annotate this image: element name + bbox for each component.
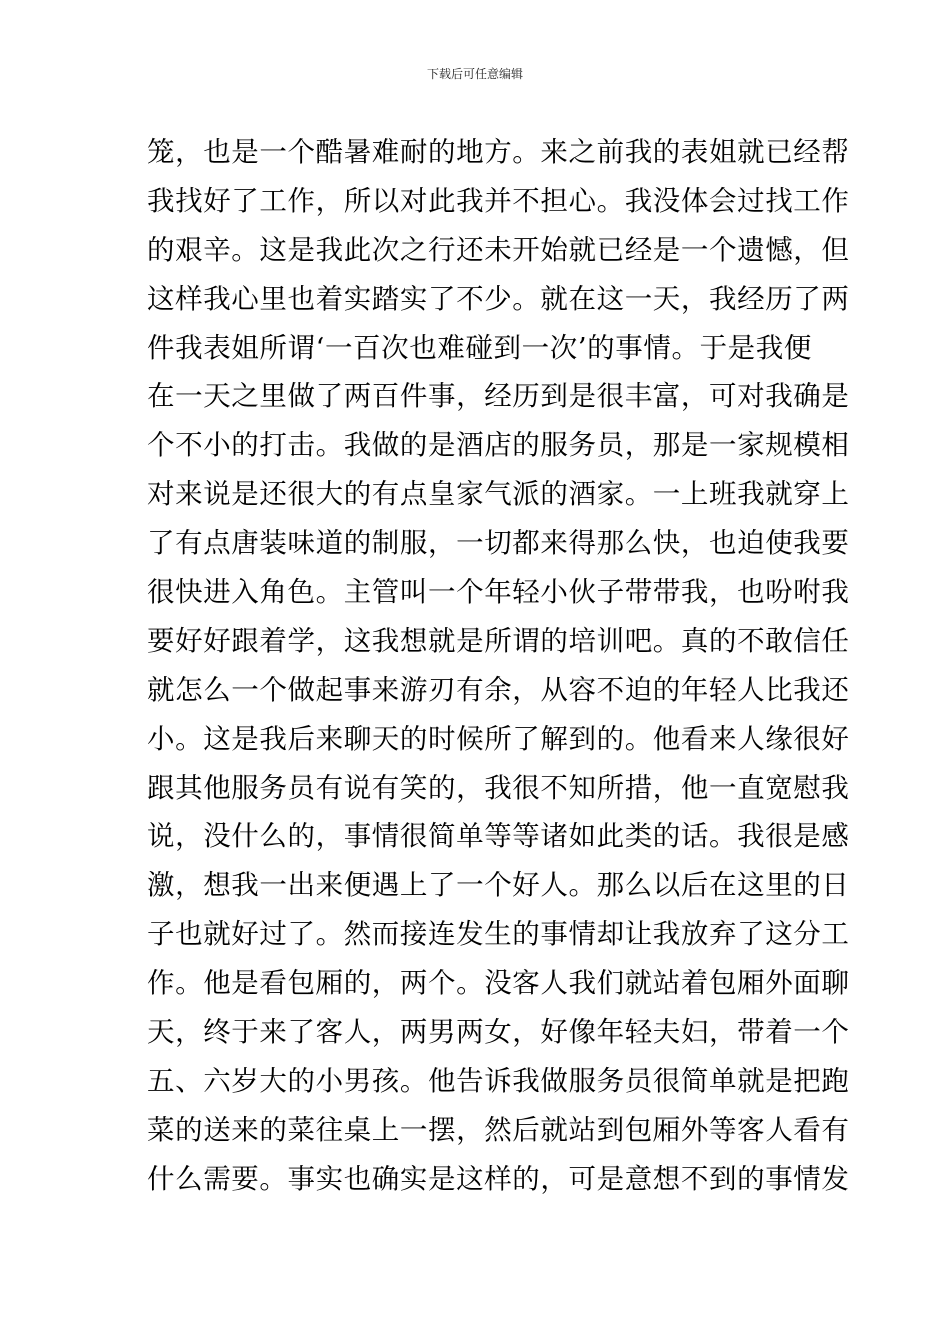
text-line: 什么需要。事实也确实是这样的，可是意想不到的事情发 bbox=[147, 1162, 850, 1195]
text-line: 笼，也是一个酷暑难耐的地方。来之前我的表姐就已经帮 bbox=[147, 136, 850, 168]
text-line: 激，想我一出来便遇上了一个好人。那么以后在这里的日 bbox=[147, 869, 850, 902]
text-line: 在一天之里做了两百件事，经历到是很丰富，可对我确是 bbox=[147, 380, 850, 413]
text-line: 菜的送来的菜往桌上一摆，然后就站到包厢外等客人看有 bbox=[147, 1113, 850, 1146]
text-line: 五、六岁大的小男孩。他告诉我做服务员很简单就是把跑 bbox=[147, 1064, 850, 1097]
text-line: 对来说是还很大的有点皇家气派的酒家。一上班我就穿上 bbox=[147, 478, 850, 511]
text-line: 作。他是看包厢的，两个。没客人我们就站着包厢外面聊 bbox=[147, 967, 850, 1000]
text-line: 这样我心里也着实踏实了不少。就在这一天，我经历了两 bbox=[147, 282, 850, 315]
text-line: 很快进入角色。主管叫一个年轻小伙子带带我，也吩咐我 bbox=[147, 576, 850, 609]
text-line: 天，终于来了客人，两男两女，好像年轻夫妇，带着一个 bbox=[147, 1016, 850, 1049]
document-body bbox=[147, 128, 850, 1204]
text-line: 我找好了工作，所以对此我并不担心。我没体会过找工作 bbox=[147, 184, 850, 217]
text-line: 跟其他服务员有说有笑的，我很不知所措，他一直宽慰我 bbox=[147, 771, 850, 804]
text-line: 件我表姐所谓‘一百次也难碰到一次’的事情。于是我便 bbox=[147, 331, 812, 364]
text-line: 小。这是我后来聊天的时候所了解到的。他看来人缘很好 bbox=[147, 722, 850, 755]
text-line: 的艰辛。这是我此次之行还未开始就已经是一个遗憾，但 bbox=[147, 233, 850, 266]
text-line: 了有点唐装味道的制服，一切都来得那么快，也迫使我要 bbox=[147, 527, 850, 560]
text-line: 就怎么一个做起事来游刃有余，从容不迫的年轻人比我还 bbox=[147, 673, 850, 706]
text-line: 子也就好过了。然而接连发生的事情却让我放弃了这分工 bbox=[147, 918, 850, 951]
text-line: 要好好跟着学，这我想就是所谓的培训吧。真的不敢信任 bbox=[147, 624, 850, 657]
text-line: 说，没什么的，事情很简单等等诸如此类的话。我很是感 bbox=[147, 820, 850, 853]
page-header: 下载后可任意编辑 bbox=[426, 67, 523, 81]
text-line: 个不小的打击。我做的是酒店的服务员，那是一家规模相 bbox=[147, 429, 850, 462]
